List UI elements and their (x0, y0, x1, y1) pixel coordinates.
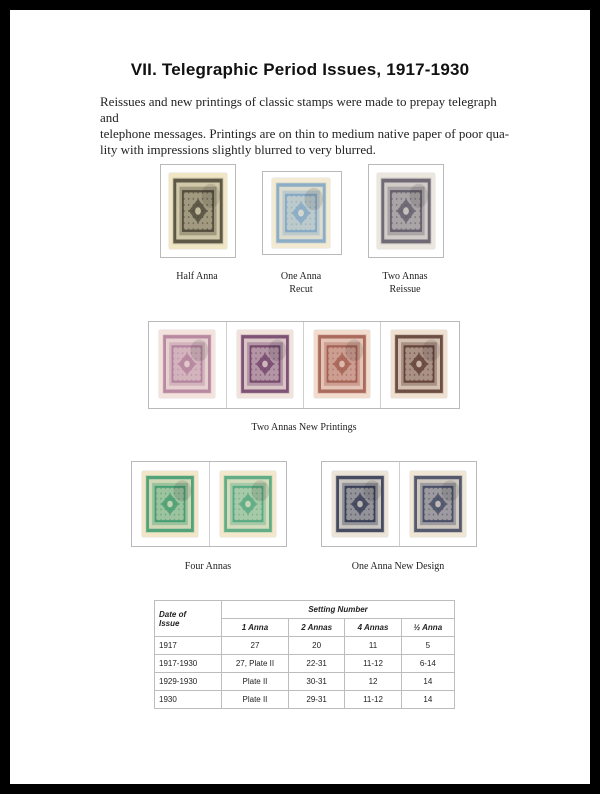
intro-line-3: lity with impressions slightly blurred to very blurred. (100, 142, 376, 157)
stamp-pair-four-annas (131, 461, 287, 547)
value-cell: 29-31 (288, 691, 344, 709)
value-cell: Plate II (222, 691, 289, 709)
stamp-strip-two-annas-new-printings (148, 321, 460, 409)
stamp-one-anna-new-design-2 (410, 471, 466, 537)
date-cell: 1929-1930 (155, 673, 222, 691)
value-cell: 5 (401, 637, 454, 655)
caption-one-anna-recut: One Anna Recut (280, 271, 322, 295)
intro-line-2: telephone messages. Printings are on thin to medium native paper of poor qua- (100, 126, 510, 141)
album-page (10, 10, 590, 784)
table-row (155, 673, 455, 691)
stamp-frame-half-anna (160, 164, 236, 258)
stamp-cell (399, 462, 476, 546)
stamp-two-annas-printing-3 (314, 330, 370, 398)
value-cell: 27, Plate II (222, 655, 289, 673)
intro-line-1: Reissues and new printings of classic stamps were made to prepay telegraph and (100, 94, 497, 125)
stamp-frame-one-anna-recut (262, 171, 342, 255)
stamp-two-annas-printing-1 (159, 330, 215, 398)
stamp-two-annas-reissue (377, 173, 435, 249)
table-row (155, 655, 455, 673)
date-cell: 1917 (155, 637, 222, 655)
table-header-row (155, 601, 455, 619)
value-cell: 11-12 (345, 691, 401, 709)
stamp-two-annas-printing-2 (237, 330, 293, 398)
column-header: ½ Anna (401, 619, 454, 637)
caption-two-annas-reissue: Two Annas Reissue (382, 271, 428, 295)
setting-number-table (154, 600, 455, 709)
setting-number-header: Setting Number (222, 601, 455, 619)
stamp-cell (322, 462, 399, 546)
stamp-frame-two-annas-reissue (368, 164, 444, 258)
value-cell: 11-12 (345, 655, 401, 673)
stamp-one-anna-recut (272, 178, 330, 248)
date-of-issue-header: Date of Issue (155, 601, 222, 637)
column-header: 4 Annas (345, 619, 401, 637)
stamp-cell (303, 322, 381, 408)
value-cell: 14 (401, 691, 454, 709)
value-cell: 12 (345, 673, 401, 691)
caption-one-anna-new-design: One Anna New Design (351, 561, 445, 572)
value-cell: 11 (345, 637, 401, 655)
stamp-four-annas-1 (142, 471, 198, 537)
stamp-cell (149, 322, 226, 408)
stamp-cell (132, 462, 209, 546)
stamp-cell (226, 322, 304, 408)
column-header: 2 Annas (288, 619, 344, 637)
stamp-pair-one-anna-new-design (321, 461, 477, 547)
page-title: VII. Telegraphic Period Issues, 1917-1930 (130, 60, 470, 79)
value-cell: 6-14 (401, 655, 454, 673)
stamp-half-anna (169, 173, 227, 249)
value-cell: Plate II (222, 673, 289, 691)
caption-two-annas-new-printings: Two Annas New Printings (251, 422, 357, 433)
intro-paragraph (100, 94, 510, 158)
stamp-four-annas-2 (220, 471, 276, 537)
date-cell: 1917-1930 (155, 655, 222, 673)
stamp-two-annas-printing-4 (391, 330, 447, 398)
stamp-one-anna-new-design-1 (332, 471, 388, 537)
column-header: 1 Anna (222, 619, 289, 637)
value-cell: 30-31 (288, 673, 344, 691)
value-cell: 14 (401, 673, 454, 691)
value-cell: 20 (288, 637, 344, 655)
date-cell: 1930 (155, 691, 222, 709)
table-row (155, 637, 455, 655)
stamp-cell (380, 322, 459, 408)
stamp-cell (209, 462, 286, 546)
table-row (155, 691, 455, 709)
value-cell: 27 (222, 637, 289, 655)
value-cell: 22-31 (288, 655, 344, 673)
caption-four-annas: Four Annas (184, 561, 232, 572)
caption-half-anna: Half Anna (176, 271, 218, 282)
